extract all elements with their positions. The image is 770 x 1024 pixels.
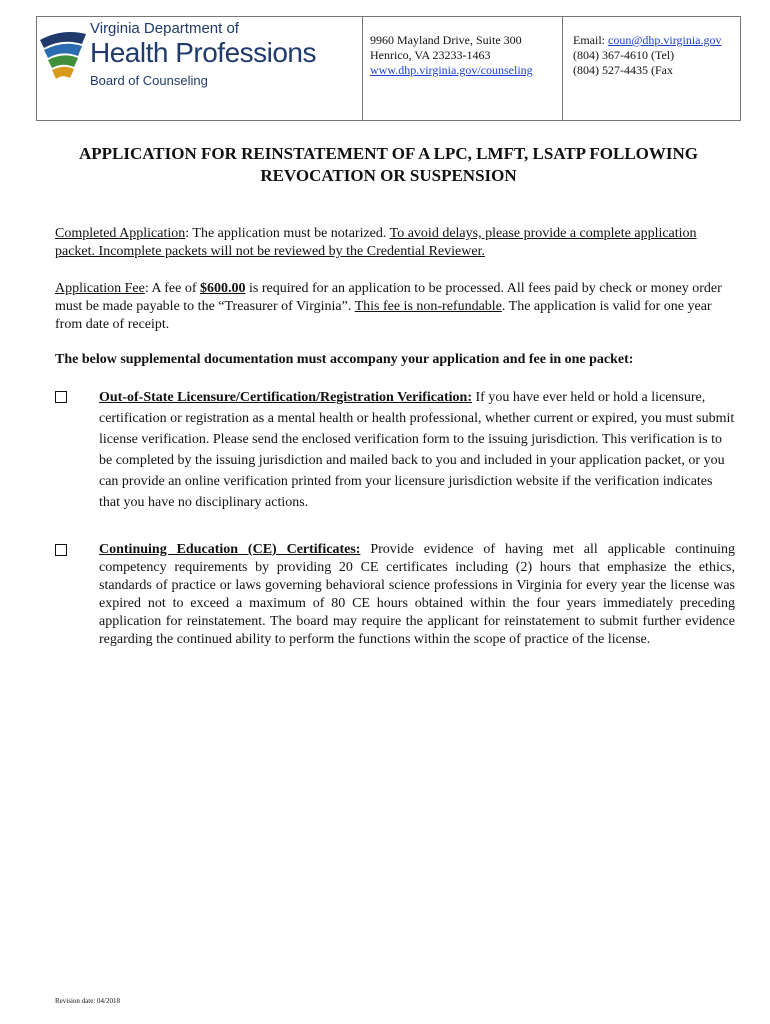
mailing-address (370, 33, 533, 78)
title-line-2: REVOCATION OR SUSPENSION (260, 166, 517, 185)
application-fee-text-1: : A fee of (144, 281, 201, 296)
application-fee-text-2: is required for an application to be processed. All fees paid by check or money order must be made payable to the “Treasurer of Virginia”. (55, 281, 722, 314)
address-line-1: 9960 Mayland Drive, Suite 300 (370, 33, 522, 47)
title-line-1: APPLICATION FOR REINSTATEMENT OF A LPC, LMFT, LSATP FOLLOWING (79, 144, 698, 163)
completed-application-paragraph (55, 225, 735, 261)
website-link[interactable]: www.dhp.virginia.gov/counseling (370, 63, 533, 77)
checkbox-ce-certificates[interactable] (55, 544, 67, 556)
ce-certificates-item (99, 541, 735, 649)
contact-info (573, 33, 721, 78)
non-refundable-text: This fee is non-refundable (354, 299, 502, 314)
address-line-2: Henrico, VA 23233-1463 (370, 48, 491, 62)
out-of-state-heading: Out-of-State Licensure/Certification/Registration Verification: (99, 390, 473, 405)
virginia-logo-icon (36, 26, 91, 86)
application-fee-text-3: . The application is valid for one year from date of receipt. (55, 299, 712, 332)
fax-line: (804) 527-4435 (Fax (573, 63, 673, 77)
email-label: Email: (573, 33, 605, 47)
dhp-logo (36, 20, 316, 110)
out-of-state-text: If you have ever held or hold a licensure, certification or registration as a mental health or health professional, whether current or expired, you must submit license verification. Please send the enclosed verification form to the issuing jurisdiction. This verification is to be completed by the issuing jurisdiction and mailed back to you and included in your application packet, or you can provide an online verification printed from your licensure jurisdiction website if the verification indicates that you have no disciplinary actions. (99, 390, 735, 510)
completed-application-label: Completed Application (55, 226, 186, 241)
email-link[interactable]: coun@dhp.virginia.gov (608, 33, 722, 47)
phone-line: (804) 367-4610 (Tel) (573, 48, 675, 62)
logo-board-text: Board of Counseling (90, 73, 208, 88)
header-divider (562, 17, 563, 120)
fee-amount: $600.00 (200, 281, 246, 296)
ce-certificates-text: Provide evidence of having met all applicable continuing competency requirements by providing 20 CE certificates including (2) hours that emphasize the ethics, standards of practice or laws governing behavioral science professions in Virginia for every year the license was expired not to exceed a maximum of 80 CE hours obtained within the four years immediately preceding application for reinstatement. The board may require the applicant for reinstatement to submit further evidence regarding the continued ability to perform the functions within the scope of practice of the license. (99, 542, 735, 647)
header-divider (362, 17, 363, 120)
supplemental-heading: The below supplemental documentation must accompany your application and fee in one packet: (55, 352, 634, 367)
logo-health-professions-text: Health Professions (90, 37, 317, 68)
email-line (573, 33, 721, 48)
completed-application-text: : The application must be notarized. (185, 226, 390, 241)
application-fee-paragraph (55, 280, 735, 334)
page-title (36, 143, 741, 187)
avoid-delays-text: To avoid delays, please provide a complete application packet. Incomplete packets will not be reviewed by the Credential Reviewer. (55, 226, 697, 259)
out-of-state-item (99, 387, 735, 513)
ce-certificates-heading: Continuing Education (CE) Certificates: (99, 542, 361, 557)
logo-department-text: Virginia Department of (90, 20, 239, 37)
checkbox-out-of-state[interactable] (55, 391, 67, 403)
revision-date: Revision date: 04/2018 (55, 997, 120, 1005)
application-fee-label: Application Fee (55, 281, 145, 296)
